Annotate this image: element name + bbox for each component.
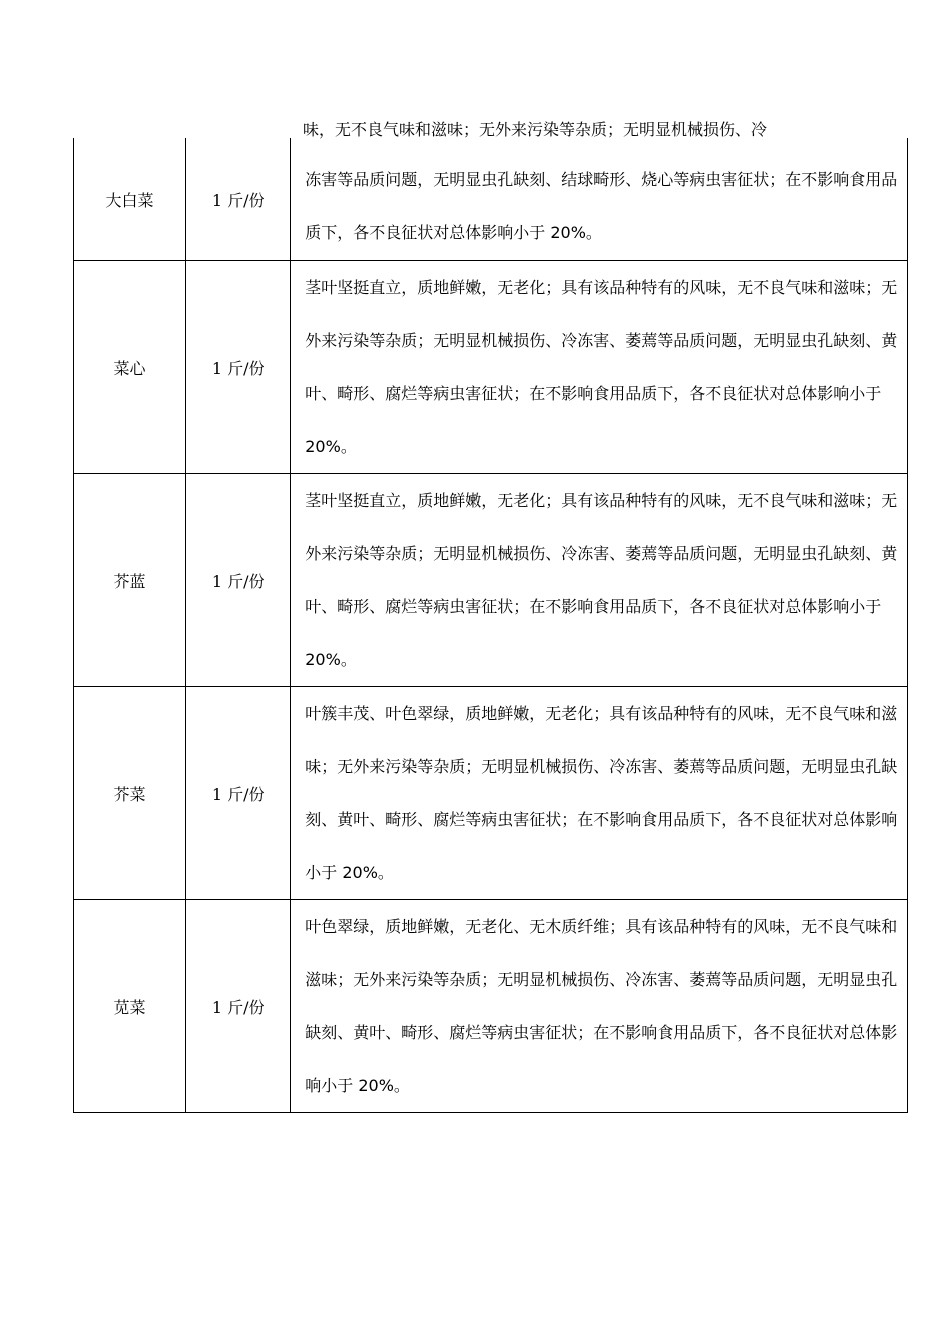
quality-description: 冻害等品质问题，无明显虫孔缺刻、结球畸形、烧心等病虫害征状；在不影响食用品质下，各不良征状对总体影响小于 20%。	[291, 138, 908, 261]
vegetable-spec-table	[73, 138, 908, 1113]
vegetable-name: 苋菜	[74, 900, 186, 1113]
continued-text-line: 味，无不良气味和滋味；无外来污染等杂质；无明显机械损伤、冷	[303, 120, 768, 139]
vegetable-name: 芥蓝	[74, 474, 186, 687]
quality-description: 茎叶坚挺直立，质地鲜嫩，无老化；具有该品种特有的风味，无不良气味和滋味；无外来污染等杂质；无明显机械损伤、冷冻害、萎蔫等品质问题，无明显虫孔缺刻、黄叶、畸形、腐烂等病虫害征状；在不影响食用品质下，各不良征状对总体影响小于 20%。	[291, 261, 908, 474]
quality-description: 叶簇丰茂、叶色翠绿，质地鲜嫩，无老化；具有该品种特有的风味，无不良气味和滋味；无外来污染等杂质；无明显机械损伤、冷冻害、萎蔫等品质问题，无明显虫孔缺刻、黄叶、畸形、腐烂等病虫害征状；在不影响食用品质下，各不良征状对总体影响小于 20%。	[291, 687, 908, 900]
table-row	[74, 900, 908, 1113]
vegetable-name: 大白菜	[74, 138, 186, 261]
quality-description: 茎叶坚挺直立，质地鲜嫩，无老化；具有该品种特有的风味，无不良气味和滋味；无外来污染等杂质；无明显机械损伤、冷冻害、萎蔫等品质问题，无明显虫孔缺刻、黄叶、畸形、腐烂等病虫害征状；在不影响食用品质下，各不良征状对总体影响小于 20%。	[291, 474, 908, 687]
unit-spec: 1 斤/份	[186, 474, 291, 687]
unit-spec: 1 斤/份	[186, 138, 291, 261]
table-row	[74, 261, 908, 474]
table-row	[74, 474, 908, 687]
vegetable-name: 菜心	[74, 261, 186, 474]
unit-spec: 1 斤/份	[186, 900, 291, 1113]
vegetable-name: 芥菜	[74, 687, 186, 900]
table-row	[74, 687, 908, 900]
unit-spec: 1 斤/份	[186, 261, 291, 474]
table-row	[74, 138, 908, 261]
quality-description: 叶色翠绿，质地鲜嫩，无老化、无木质纤维；具有该品种特有的风味，无不良气味和滋味；无外来污染等杂质；无明显机械损伤、冷冻害、萎蔫等品质问题，无明显虫孔缺刻、黄叶、畸形、腐烂等病虫害征状；在不影响食用品质下，各不良征状对总体影响小于 20%。	[291, 900, 908, 1113]
unit-spec: 1 斤/份	[186, 687, 291, 900]
